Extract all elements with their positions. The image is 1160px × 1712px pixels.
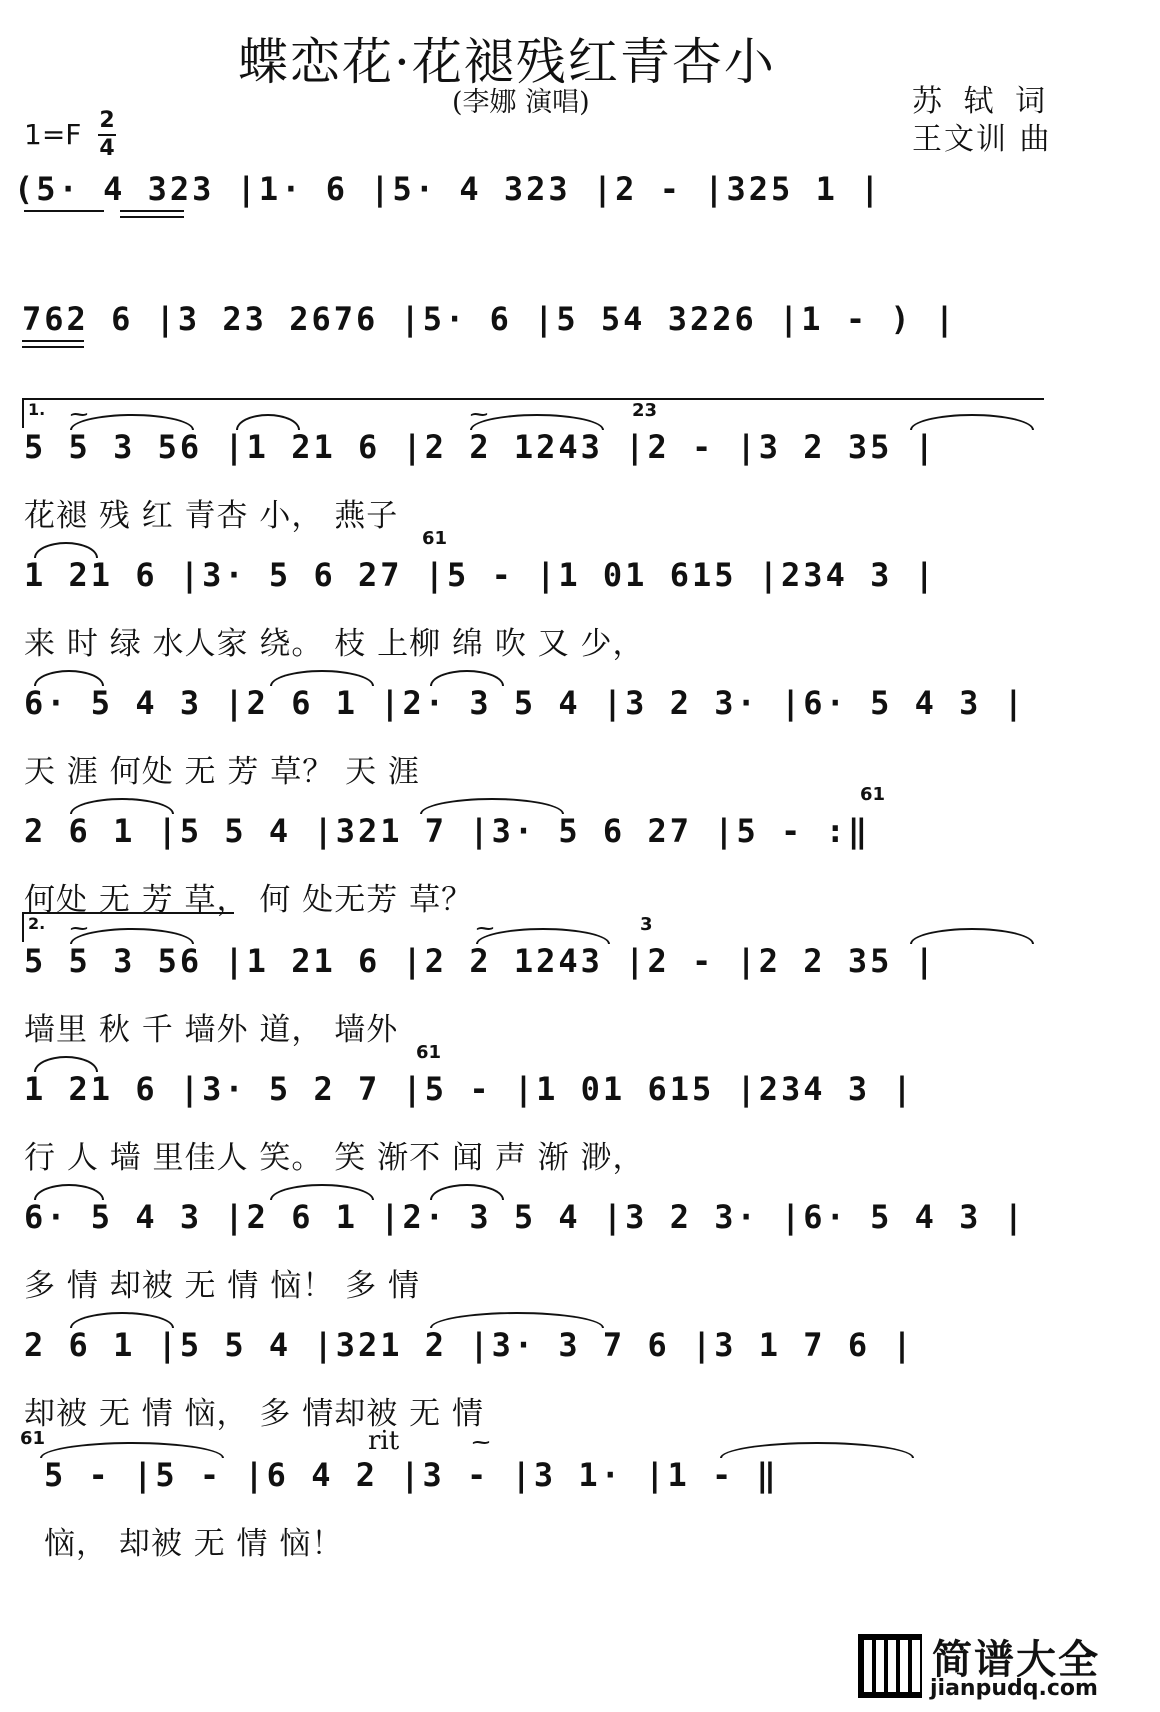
composer-credit: 王文训 曲 — [912, 122, 1052, 157]
grace-note: 61 — [416, 1042, 442, 1063]
double-underline — [22, 340, 84, 342]
grace-note: 23 — [632, 400, 658, 421]
grace-note: 61 — [422, 528, 448, 549]
score-row-11 — [0, 1426, 1160, 1562]
score-row-9 — [0, 1198, 1160, 1304]
double-underline — [120, 210, 184, 212]
first-ending-number: 1. — [28, 400, 46, 419]
lyrics-line: 多 情 却被 无 情 恼！ 多 情 — [24, 1268, 420, 1304]
notes-line: 2 6 1 |5 5 4 |321 7 |3· 5 6 27 |5 - :‖ — [24, 812, 871, 850]
lyrics-line: 来 时 绿 水人家 绕。 枝 上柳 绵 吹 又 少， — [24, 626, 645, 662]
lyricist-credit: 苏 轼 词 — [912, 84, 1052, 119]
lyrics-line: 却被 无 情 恼， 多 情却被 无 情 — [24, 1396, 484, 1432]
notes-line: 6· 5 4 3 |2 6 1 |2· 3 5 4 |3 2 3· |6· 5 4 3 | — [24, 684, 1026, 722]
lyrics-line: 花褪 残 红 青杏 小， 燕子 — [24, 498, 399, 534]
notes-line: 2 6 1 |5 5 4 |321 2 |3· 3 7 6 |3 1 7 6 | — [24, 1326, 915, 1364]
time-signature-bottom: 4 — [99, 136, 115, 161]
page-title: 蝶恋花·花褪残红青杏小 — [238, 33, 776, 91]
score-row-3 — [0, 400, 1160, 534]
score-row-10 — [0, 1326, 1160, 1432]
grace-note: 61 — [860, 784, 886, 805]
watermark-url: jianpudq.com — [930, 1676, 1098, 1701]
score-row-2 — [0, 300, 1160, 380]
piano-logo-icon — [858, 1634, 922, 1698]
notes-line: 5 5 3 56 |1 21 6 |2 2 1243 |2 - |2 2 35 | — [24, 942, 937, 980]
lyrics-line: 何处 无 芳 草， 何 处无芳 草？ — [24, 882, 474, 918]
notes-line: 1 21 6 |3· 5 2 7 |5 - |1 01 615 |234 3 | — [24, 1070, 915, 1108]
second-ending-number: 2. — [28, 914, 46, 933]
ritardando-marking: rit — [368, 1426, 400, 1456]
grace-note: 3 — [640, 914, 653, 935]
mordent-icon: ⁓ — [472, 1432, 490, 1453]
mordent-icon: ⁓ — [476, 918, 494, 939]
notes-line: (5· 4 323 |1· 6 |5· 4 323 |2 - |325 1 | — [14, 170, 883, 208]
grace-note: 61 — [20, 1428, 46, 1449]
underline — [24, 210, 104, 212]
score-row-5 — [0, 684, 1160, 790]
score-row-1 — [0, 170, 1160, 250]
notes-line: 762 6 |3 23 2676 |5· 6 |5 54 3226 |1 - ) | — [22, 300, 958, 338]
lyrics-line: 恼， 却被 无 情 恼！ — [44, 1526, 344, 1562]
notes-line: 6· 5 4 3 |2 6 1 |2· 3 5 4 |3 2 3· |6· 5 4 3 | — [24, 1198, 1026, 1236]
score-row-8 — [0, 1042, 1160, 1176]
lyrics-line: 行 人 墙 里佳人 笑。 笑 渐不 闻 声 渐 渺， — [24, 1140, 645, 1176]
watermark-name: 简谱大全 — [932, 1637, 1100, 1683]
notes-line: 5 5 3 56 |1 21 6 |2 2 1243 |2 - |3 2 35 | — [24, 428, 937, 466]
score-row-7 — [0, 914, 1160, 1048]
mordent-icon: ⁓ — [70, 918, 88, 939]
score-row-4 — [0, 528, 1160, 662]
lyrics-line: 墙里 秋 千 墙外 道， 墙外 — [24, 1012, 399, 1048]
score-row-6 — [0, 784, 1160, 918]
notes-line: 5 - |5 - |6 4 2 |3 - |3 1· |1 - ‖ — [44, 1456, 779, 1494]
performer-subtitle: (李娜 演唱) — [452, 87, 590, 118]
time-signature-top: 2 — [99, 108, 115, 133]
notes-line: 1 21 6 |3· 5 6 27 |5 - |1 01 615 |234 3 | — [24, 556, 937, 594]
mordent-icon: ⁓ — [70, 404, 88, 425]
lyrics-line: 天 涯 何处 无 芳 草？ 天 涯 — [24, 754, 420, 790]
mordent-icon: ⁓ — [470, 404, 488, 425]
key-signature: 1=F — [24, 118, 82, 151]
